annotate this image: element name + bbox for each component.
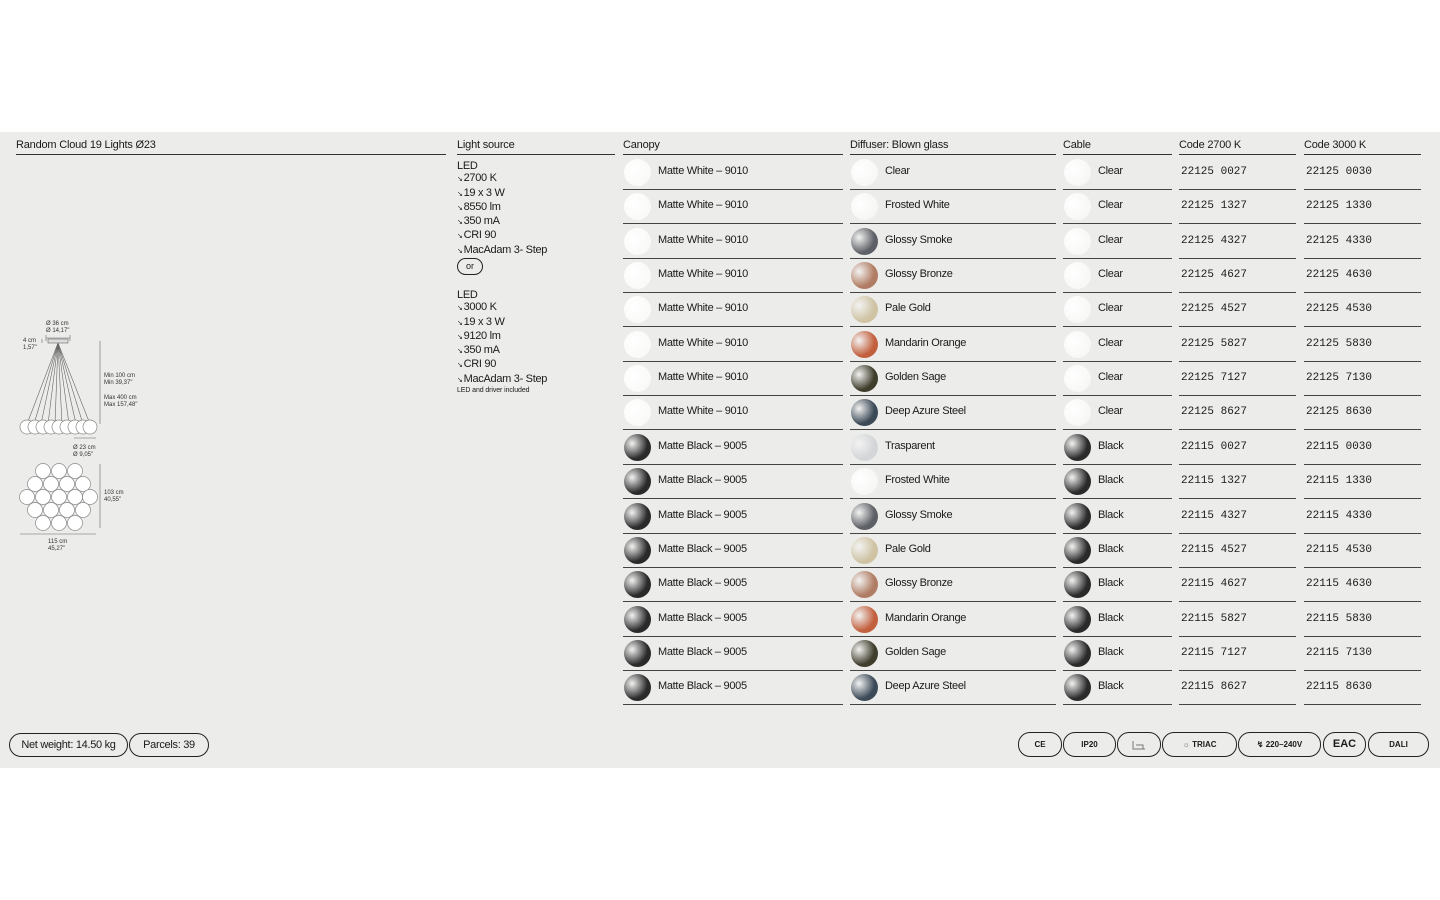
canopy-cell-swatch	[624, 193, 651, 220]
dim-canopy-height: 4 cm	[23, 338, 37, 344]
cable-cell	[1063, 671, 1172, 705]
diffuser-cell-label: Deep Azure Steel	[885, 680, 966, 693]
cable-cell-swatch	[1064, 640, 1091, 667]
cable-cell-swatch	[1064, 503, 1091, 530]
spec-item: ↘ 2700 K	[457, 172, 547, 186]
spec-item: ↘ 350 mA	[457, 215, 547, 229]
canopy-cell-label: Matte White – 9010	[658, 405, 748, 418]
ip20-icon	[1063, 732, 1116, 757]
cable-cell-label: Clear	[1098, 199, 1123, 212]
canopy-cell	[623, 603, 843, 637]
cable-cell	[1063, 396, 1172, 430]
eac-mark-icon	[1323, 732, 1366, 757]
diffuser-cell	[850, 225, 1056, 259]
diffuser-cell-swatch	[851, 228, 878, 255]
parcels-badge: Parcels: 39	[129, 733, 209, 757]
dim-max-cm: Max 400 cm	[104, 395, 137, 401]
code-2700-cell	[1179, 156, 1296, 190]
cable-cell-label: Clear	[1098, 233, 1123, 246]
cable-cell	[1063, 225, 1172, 259]
canopy-cell-label: Matte Black – 9005	[658, 577, 747, 590]
code-2700-cell-label: 22115 4327	[1181, 509, 1248, 522]
code-3000-cell	[1304, 671, 1421, 705]
code-3000-cell	[1304, 293, 1421, 327]
spec-item: ↘ 19 x 3 W	[457, 316, 547, 330]
cable-cell-swatch	[1064, 537, 1091, 564]
diffuser-cell-label: Glossy Bronze	[885, 268, 953, 281]
dim-sphere-in: Ø 9,05"	[73, 452, 94, 458]
canopy-cell-swatch	[624, 399, 651, 426]
code-3000-cell	[1304, 534, 1421, 568]
diffuser-cell-swatch	[851, 503, 878, 530]
diffuser-cell-swatch	[851, 193, 878, 220]
code-3000-cell	[1304, 500, 1421, 534]
canopy-cell	[623, 362, 843, 396]
cable-cell	[1063, 431, 1172, 465]
ce-label: CE	[1034, 740, 1046, 749]
code-3000-cell	[1304, 568, 1421, 602]
diffuser-cell-label: Pale Gold	[885, 302, 931, 315]
diffuser-cell-label: Golden Sage	[885, 645, 946, 658]
cable-header: Cable	[1063, 139, 1172, 155]
diffuser-cell-swatch	[851, 399, 878, 426]
cable-cell-swatch	[1064, 262, 1091, 289]
code-3000-cell-label: 22115 7130	[1306, 646, 1373, 659]
diffuser-cell-label: Glossy Smoke	[885, 233, 953, 246]
canopy-cell-label: Matte Black – 9005	[658, 542, 747, 555]
code-3000-cell	[1304, 637, 1421, 671]
canopy-cell-swatch	[624, 606, 651, 633]
canopy-cell-label: Matte Black – 9005	[658, 508, 747, 521]
cable-cell	[1063, 293, 1172, 327]
code-3000-cell-label: 22125 4330	[1306, 234, 1373, 247]
cable-cell	[1063, 534, 1172, 568]
spec-item: ↘ 3000 K	[457, 301, 547, 315]
cable-cell-label: Clear	[1098, 268, 1123, 281]
cable-cell-swatch	[1064, 399, 1091, 426]
diffuser-cell	[850, 396, 1056, 430]
dim-sphere-cm: Ø 23 cm	[73, 445, 96, 451]
canopy-cell	[623, 293, 843, 327]
code-3000-cell	[1304, 603, 1421, 637]
canopy-cell	[623, 534, 843, 568]
code-3000-cell-label: 22125 4630	[1306, 269, 1373, 282]
canopy-cell-label: Matte White – 9010	[658, 336, 748, 349]
cable-cell	[1063, 637, 1172, 671]
canopy-cell	[623, 225, 843, 259]
cable-cell	[1063, 568, 1172, 602]
canopy-cell-label: Matte Black – 9005	[658, 474, 747, 487]
light-source-header: Light source	[457, 139, 615, 155]
cable-cell	[1063, 190, 1172, 224]
dim-top-diameter-in: Ø 14,17"	[46, 328, 70, 334]
spec-item: ↘ MacAdam 3- Step	[457, 373, 547, 387]
spec-item: ↘ MacAdam 3- Step	[457, 244, 547, 258]
dim-canopy-height-in: 1,57"	[23, 345, 37, 351]
diffuser-cell-label: Clear	[885, 165, 910, 177]
code-2700-cell	[1179, 671, 1296, 705]
code-3000-cell-label: 22115 0030	[1306, 440, 1373, 453]
table-row	[0, 500, 1440, 534]
code-3000-cell-label: 22115 4530	[1306, 543, 1373, 556]
canopy-cell-swatch	[624, 365, 651, 392]
diffuser-cell	[850, 534, 1056, 568]
voltage-icon	[1238, 732, 1321, 757]
code-2700-cell-label: 22115 5827	[1181, 612, 1248, 625]
diffuser-cell-swatch	[851, 262, 878, 289]
cable-cell-label: Black	[1098, 645, 1124, 658]
diffuser-cell-label: Frosted White	[885, 199, 950, 212]
table-row	[0, 396, 1440, 430]
spec-item: ↘ 19 x 3 W	[457, 187, 547, 201]
diffuser-cell-label: Pale Gold	[885, 542, 931, 555]
diffuser-cell-label: Frosted White	[885, 474, 950, 487]
cable-cell-swatch	[1064, 571, 1091, 598]
diffuser-cell-label: Mandarin Orange	[885, 336, 967, 349]
table-row	[0, 465, 1440, 499]
table-row	[0, 259, 1440, 293]
diffuser-cell-swatch	[851, 537, 878, 564]
canopy-cell	[623, 671, 843, 705]
voltage-label: 220–240V	[1265, 740, 1303, 749]
canopy-cell	[623, 568, 843, 602]
dali-label: DALI	[1389, 740, 1408, 749]
table-row	[0, 431, 1440, 465]
canopy-cell-swatch	[624, 468, 651, 495]
canopy-cell	[623, 156, 843, 190]
code-3000-cell-label: 22115 4330	[1306, 509, 1373, 522]
code-3000-cell	[1304, 362, 1421, 396]
canopy-cell-label: Matte Black – 9005	[658, 680, 747, 693]
cable-cell	[1063, 500, 1172, 534]
code-3000-cell-label: 22125 4530	[1306, 303, 1373, 316]
canopy-header: Canopy	[623, 139, 843, 155]
code-2700-cell-label: 22125 4327	[1181, 234, 1248, 247]
canopy-cell-swatch	[624, 331, 651, 358]
diffuser-cell	[850, 190, 1056, 224]
code-3000-cell-label: 22115 5830	[1306, 612, 1373, 625]
eac-label: EAC	[1332, 738, 1357, 750]
diffuser-cell-label: Trasparent	[885, 439, 935, 452]
canopy-cell-swatch	[624, 262, 651, 289]
cable-cell-label: Clear	[1098, 371, 1123, 384]
led-label: LED	[457, 289, 478, 301]
diffuser-cell-label: Deep Azure Steel	[885, 405, 966, 418]
table-row	[0, 568, 1440, 602]
diffuser-cell-swatch	[851, 468, 878, 495]
diffuser-cell	[850, 259, 1056, 293]
code-2700-cell-label: 22125 0027	[1181, 166, 1248, 178]
diffuser-cell-swatch	[851, 640, 878, 667]
cable-cell-label: Clear	[1098, 302, 1123, 315]
canopy-cell-swatch	[624, 503, 651, 530]
code-3000-cell	[1304, 465, 1421, 499]
table-row	[0, 293, 1440, 327]
diffuser-cell-swatch	[851, 571, 878, 598]
canopy-cell-swatch	[624, 228, 651, 255]
spec-sheet	[0, 132, 1440, 768]
code-3000-cell-label: 22125 1330	[1306, 200, 1373, 213]
code-3000-header: Code 3000 K	[1304, 139, 1421, 155]
canopy-cell	[623, 431, 843, 465]
diffuser-header: Diffuser: Blown glass	[850, 139, 1056, 155]
cable-cell-swatch	[1064, 228, 1091, 255]
canopy-cell	[623, 190, 843, 224]
diffuser-cell-label: Mandarin Orange	[885, 611, 967, 624]
canopy-cell-label: Matte Black – 9005	[658, 439, 747, 452]
diffuser-cell-swatch	[851, 296, 878, 323]
code-3000-cell	[1304, 156, 1421, 190]
diffuser-cell	[850, 328, 1056, 362]
dim-top-diameter: Ø 36 cm	[46, 321, 69, 327]
code-3000-cell-label: 22115 8630	[1306, 681, 1373, 694]
cable-cell	[1063, 259, 1172, 293]
code-3000-cell	[1304, 190, 1421, 224]
code-3000-cell-label: 22125 8630	[1306, 406, 1373, 419]
code-2700-cell	[1179, 328, 1296, 362]
cable-cell-swatch	[1064, 159, 1091, 186]
spec-item: ↘ 8550 lm	[457, 201, 547, 215]
diffuser-cell	[850, 568, 1056, 602]
diffuser-cell-label: Glossy Bronze	[885, 577, 953, 590]
code-2700-cell	[1179, 534, 1296, 568]
code-2700-cell-label: 22125 7127	[1181, 372, 1248, 385]
canopy-cell-label: Matte Black – 9005	[658, 611, 747, 624]
diffuser-cell-swatch	[851, 331, 878, 358]
canopy-cell-swatch	[624, 537, 651, 564]
diffuser-cell-swatch	[851, 434, 878, 461]
cable-cell-label: Black	[1098, 577, 1124, 590]
code-3000-cell	[1304, 396, 1421, 430]
code-2700-cell	[1179, 293, 1296, 327]
code-2700-cell	[1179, 465, 1296, 499]
triac-label: TRIAC	[1192, 740, 1217, 749]
diffuser-cell	[850, 603, 1056, 637]
cable-cell-label: Black	[1098, 611, 1124, 624]
ce-mark-icon	[1018, 732, 1062, 757]
led-label: LED	[457, 160, 478, 172]
diffuser-cell	[850, 431, 1056, 465]
code-3000-cell	[1304, 328, 1421, 362]
cable-cell-label: Black	[1098, 508, 1124, 521]
diffuser-cell-swatch	[851, 674, 878, 701]
canopy-cell-swatch	[624, 674, 651, 701]
mount-glyph-icon	[1131, 739, 1147, 751]
table-row	[0, 534, 1440, 568]
code-2700-cell	[1179, 568, 1296, 602]
cable-cell-label: Black	[1098, 474, 1124, 487]
table-row	[0, 603, 1440, 637]
diffuser-cell-label: Golden Sage	[885, 371, 946, 384]
cable-cell	[1063, 362, 1172, 396]
cable-cell-label: Clear	[1098, 405, 1123, 418]
canopy-cell-label: Matte White – 9010	[658, 233, 748, 246]
diffuser-cell	[850, 637, 1056, 671]
cable-cell	[1063, 156, 1172, 190]
table-row	[0, 362, 1440, 396]
code-3000-cell-label: 22125 7130	[1306, 372, 1373, 385]
cable-cell-label: Clear	[1098, 336, 1123, 349]
code-2700-cell-label: 22115 8627	[1181, 681, 1248, 694]
code-2700-cell	[1179, 259, 1296, 293]
canopy-cell-label: Matte White – 9010	[658, 165, 748, 177]
dim-width-in: 45,27"	[48, 546, 66, 552]
code-3000-cell-label: 22125 0030	[1306, 166, 1373, 178]
triac-dimmer-icon	[1162, 732, 1237, 757]
code-3000-cell	[1304, 259, 1421, 293]
code-2700-header: Code 2700 K	[1179, 139, 1296, 155]
cable-cell-swatch	[1064, 331, 1091, 358]
dim-width-cm: 115 cm	[48, 539, 68, 545]
cable-cell-swatch	[1064, 434, 1091, 461]
canopy-cell-label: Matte White – 9010	[658, 371, 748, 384]
code-2700-cell	[1179, 190, 1296, 224]
cable-cell-label: Black	[1098, 542, 1124, 555]
diffuser-cell-swatch	[851, 365, 878, 392]
code-2700-cell-label: 22115 4527	[1181, 543, 1248, 556]
cable-cell-swatch	[1064, 193, 1091, 220]
diffuser-cell	[850, 500, 1056, 534]
code-3000-cell-label: 22125 5830	[1306, 337, 1373, 350]
canopy-cell-swatch	[624, 159, 651, 186]
code-2700-cell-label: 22115 4627	[1181, 578, 1248, 591]
canopy-cell-label: Matte Black – 9005	[658, 645, 747, 658]
spec-item: ↘ CRI 90	[457, 358, 547, 372]
diffuser-cell	[850, 293, 1056, 327]
furniture-mount-icon	[1117, 732, 1161, 757]
canopy-cell-swatch	[624, 640, 651, 667]
code-3000-cell	[1304, 225, 1421, 259]
dali-icon	[1368, 732, 1429, 757]
code-2700-cell	[1179, 431, 1296, 465]
canopy-cell	[623, 465, 843, 499]
diffuser-cell	[850, 156, 1056, 190]
cable-cell-label: Clear	[1098, 165, 1123, 177]
code-2700-cell-label: 22125 8627	[1181, 406, 1248, 419]
code-2700-cell-label: 22125 4627	[1181, 269, 1248, 282]
canopy-cell	[623, 259, 843, 293]
dim-max-in: Max 157,48"	[104, 402, 138, 408]
cable-cell-swatch	[1064, 606, 1091, 633]
diffuser-cell	[850, 671, 1056, 705]
spec-item: ↘ 9120 lm	[457, 330, 547, 344]
code-2700-cell	[1179, 500, 1296, 534]
cable-cell-swatch	[1064, 674, 1091, 701]
diffuser-cell-swatch	[851, 606, 878, 633]
product-title: Random Cloud 19 Lights Ø23	[16, 139, 446, 155]
spec-item: ↘ 350 mA	[457, 344, 547, 358]
net-weight-badge: Net weight: 14.50 kg	[9, 733, 128, 757]
cable-cell-swatch	[1064, 365, 1091, 392]
diffuser-cell	[850, 362, 1056, 396]
canopy-cell	[623, 637, 843, 671]
dim-min-in: Min 39,37"	[104, 380, 133, 386]
code-2700-cell	[1179, 362, 1296, 396]
code-2700-cell-label: 22115 0027	[1181, 440, 1248, 453]
or-badge: or	[457, 258, 483, 275]
diffuser-cell-label: Glossy Smoke	[885, 508, 953, 521]
code-3000-cell-label: 22115 4630	[1306, 578, 1373, 591]
ip20-label: IP20	[1081, 740, 1098, 749]
table-row	[0, 225, 1440, 259]
cable-cell-label: Black	[1098, 680, 1124, 693]
cable-cell	[1063, 603, 1172, 637]
lightning-icon: ↯	[1256, 740, 1264, 749]
cable-cell	[1063, 465, 1172, 499]
cable-cell-swatch	[1064, 296, 1091, 323]
spec-item: ↘ CRI 90	[457, 229, 547, 243]
canopy-cell-swatch	[624, 296, 651, 323]
canopy-cell	[623, 328, 843, 362]
code-2700-cell-label: 22115 7127	[1181, 646, 1248, 659]
code-2700-cell	[1179, 225, 1296, 259]
table-row	[0, 671, 1440, 705]
table-row	[0, 637, 1440, 671]
canopy-cell-label: Matte White – 9010	[658, 268, 748, 281]
canopy-cell-label: Matte White – 9010	[658, 302, 748, 315]
code-2700-cell	[1179, 396, 1296, 430]
code-2700-cell-label: 22125 5827	[1181, 337, 1248, 350]
table-row	[0, 328, 1440, 362]
triac-glyph-icon: ☼	[1182, 740, 1190, 749]
table-row	[0, 190, 1440, 224]
driver-note: LED and driver included	[457, 387, 530, 394]
cable-cell	[1063, 328, 1172, 362]
cable-cell-label: Black	[1098, 439, 1124, 452]
cable-cell-swatch	[1064, 468, 1091, 495]
dim-height-in: 40,55"	[104, 497, 122, 503]
code-3000-cell	[1304, 431, 1421, 465]
canopy-cell-swatch	[624, 434, 651, 461]
canopy-cell-swatch	[624, 571, 651, 598]
canopy-cell-label: Matte White – 9010	[658, 199, 748, 212]
code-2700-cell-label: 22115 1327	[1181, 475, 1248, 488]
diffuser-cell-swatch	[851, 159, 878, 186]
canopy-cell	[623, 396, 843, 430]
code-2700-cell	[1179, 637, 1296, 671]
diffuser-cell	[850, 465, 1056, 499]
code-3000-cell-label: 22115 1330	[1306, 475, 1373, 488]
table-row	[0, 156, 1440, 190]
code-2700-cell-label: 22125 4527	[1181, 303, 1248, 316]
code-2700-cell-label: 22125 1327	[1181, 200, 1248, 213]
canopy-cell	[623, 500, 843, 534]
dim-min-cm: Min 100 cm	[104, 373, 136, 379]
dim-height-cm: 103 cm	[104, 490, 124, 496]
code-2700-cell	[1179, 603, 1296, 637]
